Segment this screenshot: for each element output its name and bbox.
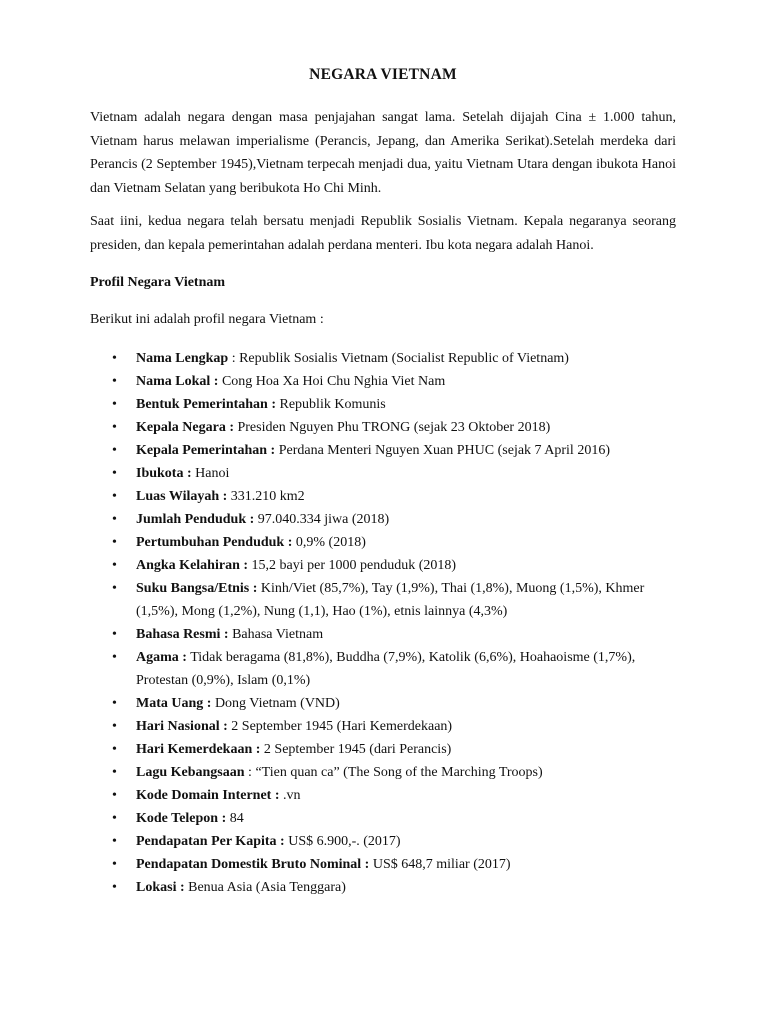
list-item-value: 2 September 1945 (dari Perancis) [263, 742, 452, 757]
list-item-label: Kode Domain Internet : [136, 788, 280, 803]
list-item-value: Presiden Nguyen Phu TRONG (sejak 23 Oktober 2018) [237, 420, 551, 435]
bullet-icon: • [112, 420, 117, 435]
list-item [90, 485, 676, 508]
list-item-label: Suku Bangsa/Etnis : [136, 581, 258, 596]
list-item [90, 577, 676, 623]
list-item-label: Luas Wilayah : [136, 489, 228, 504]
section-heading-profile: Profil Negara Vietnam [90, 275, 226, 290]
list-item-value: 84 [229, 811, 244, 826]
bullet-icon: • [112, 443, 117, 458]
list-item-separator: : [244, 765, 256, 780]
profile-list [90, 347, 676, 899]
bullet-icon: • [112, 742, 117, 757]
list-item [90, 508, 676, 531]
list-item-value: US$ 6.900,-. (2017) [288, 834, 401, 849]
list-item [90, 738, 676, 761]
list-item-value: 15,2 bayi per 1000 penduduk (2018) [251, 558, 457, 573]
list-item-label: Pendapatan Per Kapita : [136, 834, 285, 849]
list-item-label: Lokasi : [136, 880, 185, 895]
list-item-value: 331.210 km2 [230, 489, 305, 504]
list-item [90, 715, 676, 738]
list-item-value: Benua Asia (Asia Tenggara) [188, 880, 346, 895]
list-item-label: Nama Lokal : [136, 374, 219, 389]
list-item [90, 784, 676, 807]
list-item-value: Kinh/Viet (85,7%), Tay (1,9%), Thai (1,8%), Muong (1,5%), Khmer (1,5%), Mong (1,2%), Nung (1,1), Hao (1%), etnis lainnya (4,3%) [136, 581, 645, 619]
list-item [90, 876, 676, 899]
list-item-label: Angka Kelahiran : [136, 558, 249, 573]
list-item [90, 692, 676, 715]
list-item-label: Lagu Kebangsaan [136, 765, 245, 780]
list-item-value: Bahasa Vietnam [232, 627, 324, 642]
bullet-icon: • [112, 765, 117, 780]
list-item [90, 830, 676, 853]
bullet-icon: • [112, 857, 117, 872]
list-item-label: Kepala Pemerintahan : [136, 443, 276, 458]
list-item-value: US$ 648,7 miliar (2017) [372, 857, 511, 872]
paragraph-current-state: Saat iini, kedua negara telah bersatu menjadi Republik Sosialis Vietnam. Kepala negaranya seorang presiden, dan kepala pemerintahan adalah perdana menteri. Ibu kota negara adalah Hanoi. [90, 214, 676, 253]
list-item-value: Perdana Menteri Nguyen Xuan PHUC (sejak 7 April 2016) [278, 443, 610, 458]
list-item-value: Cong Hoa Xa Hoi Chu Nghia Viet Nam [221, 374, 446, 389]
list-item [90, 531, 676, 554]
list-item-value: Hanoi [195, 466, 230, 481]
list-item [90, 347, 676, 370]
bullet-icon: • [112, 696, 117, 711]
list-item [90, 761, 676, 784]
bullet-icon: • [112, 581, 117, 596]
list-item-label: Bentuk Pemerintahan : [136, 397, 276, 412]
list-item-value: “Tien quan ca” (The Song of the Marching Troops) [255, 765, 543, 780]
document-title: NEGARA VIETNAM [309, 66, 457, 83]
list-item-value: .vn [283, 788, 301, 803]
profile-intro: Berikut ini adalah profil negara Vietnam : [90, 312, 324, 327]
paragraph-history: Vietnam adalah negara dengan masa penjajahan sangat lama. Setelah dijajah Cina ± 1.000 tahun, Vietnam harus melawan imperialisme (Perancis, Jepang, dan Amerika Serikat).Setelah merdeka dari Perancis (2 September 1945),Vietnam terpecah menjadi dua, yaitu Vietnam Utara dengan ibukota Hanoi dan Vietnam Selatan yang beribukota Ho Chi Minh. [90, 110, 676, 196]
list-item-separator: : [228, 351, 240, 366]
bullet-icon: • [112, 351, 117, 366]
bullet-icon: • [112, 512, 117, 527]
list-item-label: Ibukota : [136, 466, 192, 481]
list-item-value: 0,9% (2018) [295, 535, 366, 550]
bullet-icon: • [112, 397, 117, 412]
list-item-value: Republik Komunis [279, 397, 386, 412]
list-item-value: Dong Vietnam (VND) [214, 696, 340, 711]
bullet-icon: • [112, 558, 117, 573]
list-item-label: Pertumbuhan Penduduk : [136, 535, 293, 550]
bullet-icon: • [112, 627, 117, 642]
list-item-label: Kepala Negara : [136, 420, 234, 435]
bullet-icon: • [112, 650, 117, 665]
list-item [90, 623, 676, 646]
bullet-icon: • [112, 834, 117, 849]
list-item-label: Hari Nasional : [136, 719, 228, 734]
list-item-label: Agama : [136, 650, 187, 665]
list-item-label: Bahasa Resmi : [136, 627, 229, 642]
bullet-icon: • [112, 811, 117, 826]
bullet-icon: • [112, 788, 117, 803]
list-item-label: Mata Uang : [136, 696, 212, 711]
list-item-label: Pendapatan Domestik Bruto Nominal : [136, 857, 370, 872]
list-item [90, 439, 676, 462]
list-item [90, 462, 676, 485]
list-item-label: Nama Lengkap [136, 351, 229, 366]
list-item [90, 646, 676, 692]
bullet-icon: • [112, 489, 117, 504]
list-item-label: Kode Telepon : [136, 811, 227, 826]
list-item-value: Tidak beragama (81,8%), Buddha (7,9%), Katolik (6,6%), Hoahaoisme (1,7%), Protestan (0,9%), Islam (0,1%) [136, 650, 636, 688]
list-item-value: Republik Sosialis Vietnam (Socialist Republic of Vietnam) [239, 351, 569, 366]
bullet-icon: • [112, 535, 117, 550]
list-item [90, 370, 676, 393]
bullet-icon: • [112, 880, 117, 895]
list-item-label: Hari Kemerdekaan : [136, 742, 261, 757]
bullet-icon: • [112, 719, 117, 734]
list-item [90, 807, 676, 830]
bullet-icon: • [112, 466, 117, 481]
list-item [90, 393, 676, 416]
list-item [90, 853, 676, 876]
bullet-icon: • [112, 374, 117, 389]
list-item [90, 416, 676, 439]
list-item [90, 554, 676, 577]
list-item-value: 2 September 1945 (Hari Kemerdekaan) [231, 719, 453, 734]
list-item-label: Jumlah Penduduk : [136, 512, 255, 527]
list-item-value: 97.040.334 jiwa (2018) [257, 512, 390, 527]
